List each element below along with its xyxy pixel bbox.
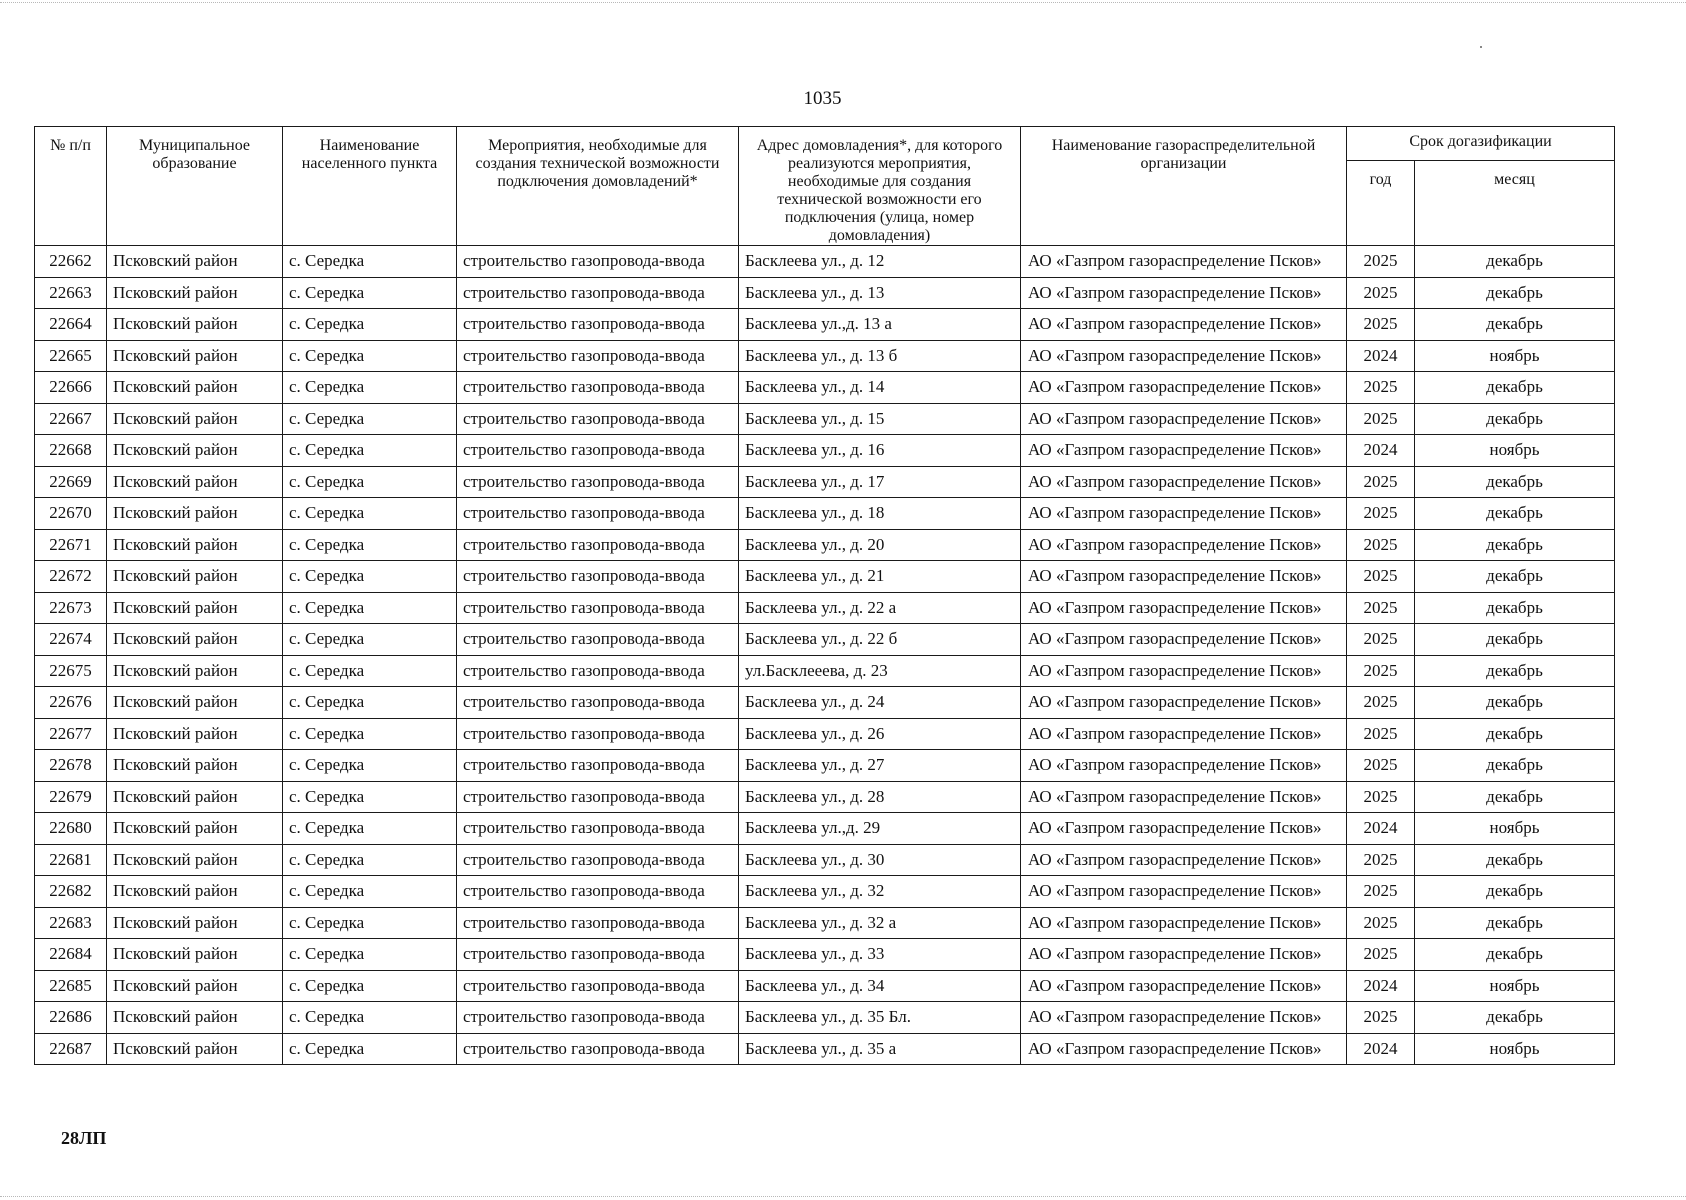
table-row [35, 624, 1615, 656]
cell-num: 22670 [35, 498, 107, 530]
cell-settlement: с. Середка [283, 435, 457, 467]
cell-settlement: с. Середка [283, 561, 457, 593]
cell-org: АО «Газпром газораспределение Псков» [1021, 750, 1347, 782]
cell-municipality: Псковский район [107, 435, 283, 467]
cell-year: 2025 [1347, 277, 1415, 309]
cell-num: 22686 [35, 1002, 107, 1034]
cell-address: Басклеева ул., д. 12 [739, 246, 1021, 278]
cell-num: 22673 [35, 592, 107, 624]
cell-org: АО «Газпром газораспределение Псков» [1021, 939, 1347, 971]
cell-municipality: Псковский район [107, 844, 283, 876]
cell-month: декабрь [1415, 876, 1615, 908]
cell-month: декабрь [1415, 466, 1615, 498]
cell-year: 2024 [1347, 340, 1415, 372]
cell-month: декабрь [1415, 529, 1615, 561]
scan-top-edge [0, 2, 1686, 3]
table-row [35, 939, 1615, 971]
cell-address: Басклеева ул.,д. 29 [739, 813, 1021, 845]
cell-measures: строительство газопровода-ввода [457, 939, 739, 971]
footer-mark: 28ЛП [61, 1128, 107, 1148]
cell-month: ноябрь [1415, 435, 1615, 467]
cell-address: Басклеева ул., д. 13 б [739, 340, 1021, 372]
cell-municipality: Псковский район [107, 655, 283, 687]
cell-address: Басклеева ул., д. 24 [739, 687, 1021, 719]
cell-address: Басклеева ул., д. 26 [739, 718, 1021, 750]
cell-address: Басклеева ул., д. 30 [739, 844, 1021, 876]
cell-municipality: Псковский район [107, 277, 283, 309]
cell-num: 22663 [35, 277, 107, 309]
cell-municipality: Псковский район [107, 561, 283, 593]
cell-year: 2024 [1347, 970, 1415, 1002]
cell-settlement: с. Середка [283, 466, 457, 498]
table-row [35, 466, 1615, 498]
table-row [35, 907, 1615, 939]
cell-org: АО «Газпром газораспределение Псков» [1021, 309, 1347, 341]
cell-settlement: с. Середка [283, 750, 457, 782]
cell-municipality: Псковский район [107, 718, 283, 750]
cell-year: 2025 [1347, 624, 1415, 656]
cell-settlement: с. Середка [283, 876, 457, 908]
table-row [35, 561, 1615, 593]
table-row [35, 781, 1615, 813]
cell-settlement: с. Середка [283, 655, 457, 687]
cell-year: 2025 [1347, 876, 1415, 908]
cell-municipality: Псковский район [107, 750, 283, 782]
header-deadline: Срок догазификации [1347, 127, 1615, 161]
cell-month: декабрь [1415, 750, 1615, 782]
cell-year: 2025 [1347, 592, 1415, 624]
header-municipality: Муниципальное образование [107, 127, 283, 246]
cell-measures: строительство газопровода-ввода [457, 403, 739, 435]
cell-org: АО «Газпром газораспределение Псков» [1021, 781, 1347, 813]
cell-year: 2025 [1347, 1002, 1415, 1034]
header-measures: Мероприятия, необходимые для создания технической возможности подключения домовладений* [457, 127, 739, 246]
cell-month: ноябрь [1415, 340, 1615, 372]
cell-year: 2025 [1347, 529, 1415, 561]
cell-measures: строительство газопровода-ввода [457, 687, 739, 719]
cell-org: АО «Газпром газораспределение Псков» [1021, 340, 1347, 372]
table-row [35, 246, 1615, 278]
cell-year: 2025 [1347, 372, 1415, 404]
cell-municipality: Псковский район [107, 687, 283, 719]
cell-month: ноябрь [1415, 813, 1615, 845]
cell-measures: строительство газопровода-ввода [457, 529, 739, 561]
cell-settlement: с. Середка [283, 970, 457, 1002]
cell-municipality: Псковский район [107, 592, 283, 624]
cell-num: 22680 [35, 813, 107, 845]
cell-address: Басклеева ул., д. 16 [739, 435, 1021, 467]
cell-measures: строительство газопровода-ввода [457, 1033, 739, 1065]
cell-municipality: Псковский район [107, 498, 283, 530]
cell-month: декабрь [1415, 1002, 1615, 1034]
cell-num: 22666 [35, 372, 107, 404]
cell-num: 22672 [35, 561, 107, 593]
cell-month: декабрь [1415, 372, 1615, 404]
cell-year: 2025 [1347, 750, 1415, 782]
table-row [35, 844, 1615, 876]
cell-address: Басклеева ул., д. 35 а [739, 1033, 1021, 1065]
table-row [35, 592, 1615, 624]
cell-address: Басклеева ул.,д. 13 а [739, 309, 1021, 341]
cell-settlement: с. Середка [283, 592, 457, 624]
cell-year: 2025 [1347, 655, 1415, 687]
table-row [35, 718, 1615, 750]
cell-month: декабрь [1415, 624, 1615, 656]
cell-month: декабрь [1415, 561, 1615, 593]
cell-municipality: Псковский район [107, 372, 283, 404]
cell-num: 22684 [35, 939, 107, 971]
header-year: год [1347, 160, 1415, 245]
cell-municipality: Псковский район [107, 781, 283, 813]
cell-settlement: с. Середка [283, 718, 457, 750]
cell-org: АО «Газпром газораспределение Псков» [1021, 403, 1347, 435]
cell-measures: строительство газопровода-ввода [457, 372, 739, 404]
cell-settlement: с. Середка [283, 498, 457, 530]
cell-municipality: Псковский район [107, 907, 283, 939]
cell-month: декабрь [1415, 498, 1615, 530]
cell-settlement: с. Середка [283, 939, 457, 971]
table-row [35, 876, 1615, 908]
table-row [35, 687, 1615, 719]
cell-municipality: Псковский район [107, 466, 283, 498]
cell-org: АО «Газпром газораспределение Псков» [1021, 876, 1347, 908]
cell-settlement: с. Середка [283, 624, 457, 656]
cell-year: 2025 [1347, 687, 1415, 719]
cell-year: 2024 [1347, 1033, 1415, 1065]
cell-org: АО «Газпром газораспределение Псков» [1021, 655, 1347, 687]
cell-month: декабрь [1415, 592, 1615, 624]
cell-measures: строительство газопровода-ввода [457, 970, 739, 1002]
cell-year: 2025 [1347, 907, 1415, 939]
header-month: месяц [1415, 160, 1615, 245]
cell-org: АО «Газпром газораспределение Псков» [1021, 246, 1347, 278]
cell-org: АО «Газпром газораспределение Псков» [1021, 435, 1347, 467]
cell-org: АО «Газпром газораспределение Псков» [1021, 907, 1347, 939]
cell-year: 2025 [1347, 939, 1415, 971]
cell-num: 22664 [35, 309, 107, 341]
cell-address: Басклеева ул., д. 15 [739, 403, 1021, 435]
header-org: Наименование газораспределительной организации [1021, 127, 1347, 246]
cell-year: 2025 [1347, 403, 1415, 435]
cell-num: 22665 [35, 340, 107, 372]
table-row [35, 1033, 1615, 1065]
cell-municipality: Псковский район [107, 309, 283, 341]
gasification-table-container [34, 126, 1614, 1065]
cell-municipality: Псковский район [107, 1033, 283, 1065]
scan-speck [1480, 46, 1482, 48]
table-row [35, 340, 1615, 372]
cell-month: декабрь [1415, 907, 1615, 939]
cell-address: Басклеева ул., д. 32 а [739, 907, 1021, 939]
cell-address: Басклеева ул., д. 27 [739, 750, 1021, 782]
table-header [35, 127, 1615, 246]
cell-month: декабрь [1415, 718, 1615, 750]
table-row [35, 1002, 1615, 1034]
cell-settlement: с. Середка [283, 403, 457, 435]
cell-measures: строительство газопровода-ввода [457, 718, 739, 750]
table-body [35, 246, 1615, 1065]
cell-org: АО «Газпром газораспределение Псков» [1021, 592, 1347, 624]
cell-address: Басклеева ул., д. 18 [739, 498, 1021, 530]
cell-year: 2024 [1347, 813, 1415, 845]
cell-year: 2024 [1347, 435, 1415, 467]
table-row [35, 309, 1615, 341]
table-row [35, 435, 1615, 467]
cell-settlement: с. Середка [283, 309, 457, 341]
gasification-table [34, 126, 1615, 1065]
cell-municipality: Псковский район [107, 246, 283, 278]
cell-num: 22681 [35, 844, 107, 876]
cell-num: 22671 [35, 529, 107, 561]
cell-municipality: Псковский район [107, 529, 283, 561]
table-row [35, 813, 1615, 845]
table-row [35, 750, 1615, 782]
cell-measures: строительство газопровода-ввода [457, 844, 739, 876]
cell-address: Басклеева ул., д. 21 [739, 561, 1021, 593]
cell-address: Басклеева ул., д. 28 [739, 781, 1021, 813]
cell-org: АО «Газпром газораспределение Псков» [1021, 561, 1347, 593]
cell-month: декабрь [1415, 277, 1615, 309]
cell-org: АО «Газпром газораспределение Псков» [1021, 844, 1347, 876]
cell-year: 2025 [1347, 781, 1415, 813]
cell-measures: строительство газопровода-ввода [457, 277, 739, 309]
cell-settlement: с. Середка [283, 813, 457, 845]
cell-address: Басклеева ул., д. 32 [739, 876, 1021, 908]
cell-measures: строительство газопровода-ввода [457, 340, 739, 372]
table-row [35, 277, 1615, 309]
page-number: 1035 [803, 88, 842, 109]
cell-address: ул.Басклееева, д. 23 [739, 655, 1021, 687]
cell-settlement: с. Середка [283, 246, 457, 278]
cell-num: 22662 [35, 246, 107, 278]
cell-month: декабрь [1415, 844, 1615, 876]
cell-month: декабрь [1415, 655, 1615, 687]
table-row [35, 970, 1615, 1002]
cell-measures: строительство газопровода-ввода [457, 781, 739, 813]
header-num: № п/п [35, 127, 107, 246]
table-row [35, 372, 1615, 404]
cell-measures: строительство газопровода-ввода [457, 309, 739, 341]
cell-settlement: с. Середка [283, 687, 457, 719]
cell-month: декабрь [1415, 309, 1615, 341]
cell-settlement: с. Середка [283, 372, 457, 404]
cell-month: декабрь [1415, 781, 1615, 813]
cell-num: 22676 [35, 687, 107, 719]
cell-measures: строительство газопровода-ввода [457, 435, 739, 467]
cell-municipality: Псковский район [107, 939, 283, 971]
cell-num: 22682 [35, 876, 107, 908]
cell-org: АО «Газпром газораспределение Псков» [1021, 1033, 1347, 1065]
cell-measures: строительство газопровода-ввода [457, 813, 739, 845]
cell-year: 2025 [1347, 718, 1415, 750]
cell-org: АО «Газпром газораспределение Псков» [1021, 372, 1347, 404]
cell-settlement: с. Середка [283, 340, 457, 372]
cell-org: АО «Газпром газораспределение Псков» [1021, 1002, 1347, 1034]
cell-year: 2025 [1347, 309, 1415, 341]
cell-num: 22677 [35, 718, 107, 750]
cell-month: декабрь [1415, 246, 1615, 278]
cell-settlement: с. Середка [283, 907, 457, 939]
cell-num: 22669 [35, 466, 107, 498]
cell-address: Басклеева ул., д. 33 [739, 939, 1021, 971]
cell-settlement: с. Середка [283, 529, 457, 561]
cell-settlement: с. Середка [283, 1002, 457, 1034]
cell-year: 2025 [1347, 498, 1415, 530]
cell-num: 22678 [35, 750, 107, 782]
cell-org: АО «Газпром газораспределение Псков» [1021, 718, 1347, 750]
cell-month: ноябрь [1415, 1033, 1615, 1065]
cell-measures: строительство газопровода-ввода [457, 592, 739, 624]
cell-num: 22668 [35, 435, 107, 467]
cell-org: АО «Газпром газораспределение Псков» [1021, 687, 1347, 719]
cell-year: 2025 [1347, 246, 1415, 278]
cell-address: Басклеева ул., д. 14 [739, 372, 1021, 404]
cell-measures: строительство газопровода-ввода [457, 1002, 739, 1034]
cell-year: 2025 [1347, 561, 1415, 593]
cell-municipality: Псковский район [107, 813, 283, 845]
cell-org: АО «Газпром газораспределение Псков» [1021, 277, 1347, 309]
cell-month: декабрь [1415, 687, 1615, 719]
cell-org: АО «Газпром газораспределение Псков» [1021, 529, 1347, 561]
cell-measures: строительство газопровода-ввода [457, 561, 739, 593]
cell-measures: строительство газопровода-ввода [457, 907, 739, 939]
cell-settlement: с. Середка [283, 277, 457, 309]
cell-measures: строительство газопровода-ввода [457, 655, 739, 687]
cell-num: 22687 [35, 1033, 107, 1065]
cell-settlement: с. Середка [283, 1033, 457, 1065]
cell-settlement: с. Середка [283, 781, 457, 813]
cell-address: Басклеева ул., д. 17 [739, 466, 1021, 498]
cell-municipality: Псковский район [107, 1002, 283, 1034]
cell-org: АО «Газпром газораспределение Псков» [1021, 970, 1347, 1002]
table-row [35, 529, 1615, 561]
cell-num: 22679 [35, 781, 107, 813]
cell-org: АО «Газпром газораспределение Псков» [1021, 498, 1347, 530]
cell-address: Басклеева ул., д. 34 [739, 970, 1021, 1002]
header-address: Адрес домовладения*, для которого реализуются мероприятия, необходимые для создания технической возможности его подключения (улица, номер домовладения) [739, 127, 1021, 246]
cell-measures: строительство газопровода-ввода [457, 498, 739, 530]
cell-measures: строительство газопровода-ввода [457, 750, 739, 782]
cell-num: 22683 [35, 907, 107, 939]
header-settlement: Наименование населенного пункта [283, 127, 457, 246]
cell-org: АО «Газпром газораспределение Псков» [1021, 624, 1347, 656]
cell-year: 2025 [1347, 466, 1415, 498]
cell-num: 22675 [35, 655, 107, 687]
cell-month: декабрь [1415, 403, 1615, 435]
cell-address: Басклеева ул., д. 22 б [739, 624, 1021, 656]
cell-measures: строительство газопровода-ввода [457, 246, 739, 278]
cell-address: Басклеева ул., д. 35 Бл. [739, 1002, 1021, 1034]
cell-municipality: Псковский район [107, 340, 283, 372]
cell-municipality: Псковский район [107, 624, 283, 656]
cell-municipality: Псковский район [107, 403, 283, 435]
scan-bottom-edge [0, 1196, 1686, 1197]
table-row [35, 655, 1615, 687]
cell-address: Басклеева ул., д. 20 [739, 529, 1021, 561]
cell-month: декабрь [1415, 939, 1615, 971]
cell-measures: строительство газопровода-ввода [457, 624, 739, 656]
cell-num: 22685 [35, 970, 107, 1002]
cell-municipality: Псковский район [107, 876, 283, 908]
cell-measures: строительство газопровода-ввода [457, 876, 739, 908]
cell-measures: строительство газопровода-ввода [457, 466, 739, 498]
cell-settlement: с. Середка [283, 844, 457, 876]
table-row [35, 498, 1615, 530]
cell-address: Басклеева ул., д. 22 а [739, 592, 1021, 624]
cell-month: ноябрь [1415, 970, 1615, 1002]
cell-num: 22674 [35, 624, 107, 656]
cell-org: АО «Газпром газораспределение Псков» [1021, 466, 1347, 498]
cell-municipality: Псковский район [107, 970, 283, 1002]
table-row [35, 403, 1615, 435]
cell-num: 22667 [35, 403, 107, 435]
cell-address: Басклеева ул., д. 13 [739, 277, 1021, 309]
cell-org: АО «Газпром газораспределение Псков» [1021, 813, 1347, 845]
cell-year: 2025 [1347, 844, 1415, 876]
